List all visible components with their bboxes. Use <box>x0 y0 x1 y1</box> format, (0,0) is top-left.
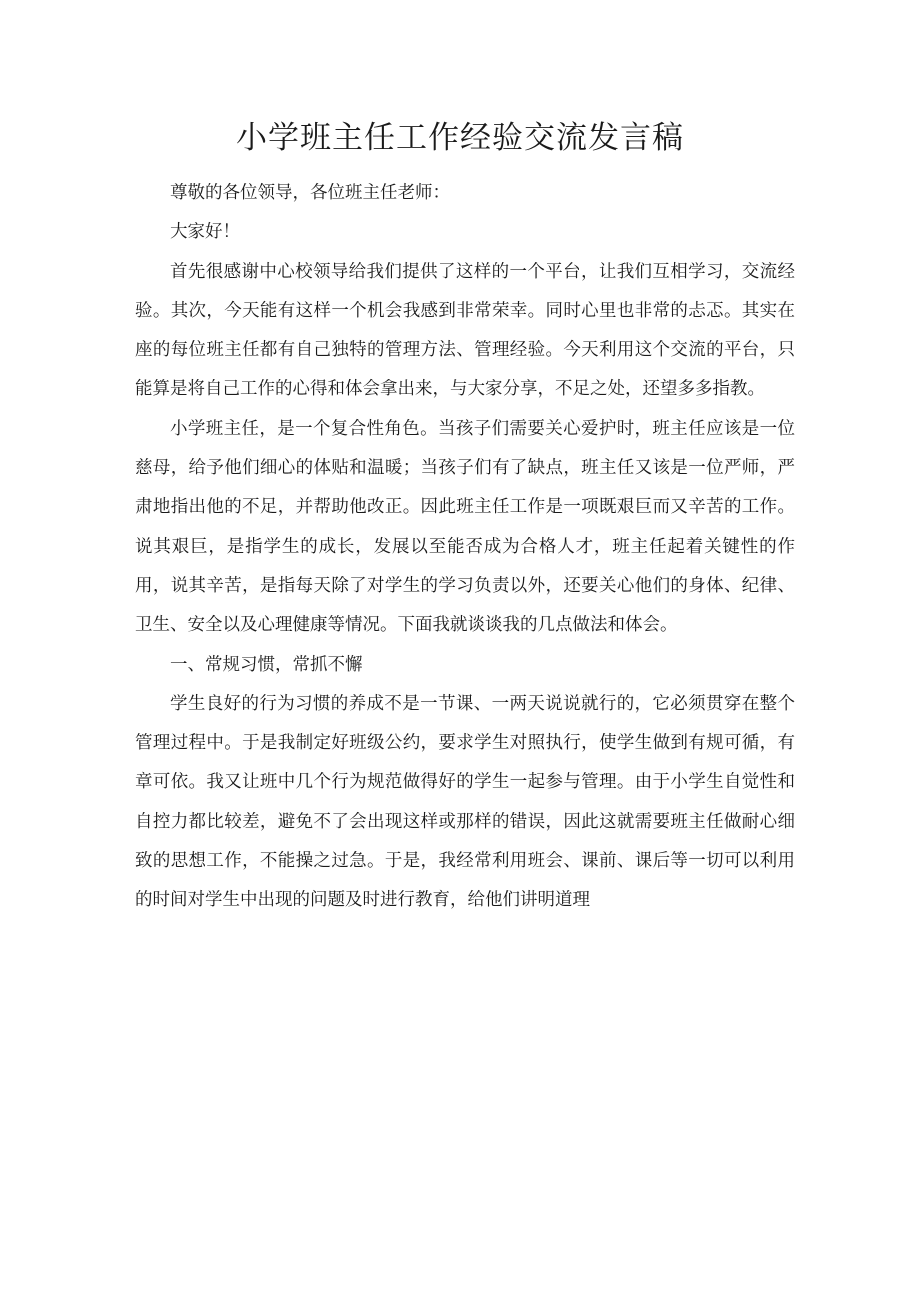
intro-paragraph: 首先很感谢中心校领导给我们提供了这样的一个平台，让我们互相学习，交流经验。其次，今天能有这样一个机会我感到非常荣幸。同时心里也非常的忐忑。其实在座的每位班主任都有自己独特的管理方法、管理经验。今天利用这个交流的平台，只能算是将自己工作的心得和体会拿出来，与大家分享，不足之处，还望多多指教。 <box>135 261 795 400</box>
section-1-paragraph: 学生良好的行为习惯的养成不是一节课、一两天说说就行的，它必须贯穿在整个管理过程中。于是我制定好班级公约，要求学生对照执行，使学生做到有规可循，有章可依。我又让班中几个行为规范做得好的学生一起参与管理。由于小学生自觉性和自控力都比较差，避免不了会出现这样或那样的错误，因此这就需要班主任做耐心细致的思想工作，不能操之过急。于是，我经常利用班会、课前、课后等一切可以利用的时间对学生中出现的问题及时进行教育，给他们讲明道理 <box>135 693 795 911</box>
document-body <box>135 174 795 921</box>
section-heading-1: 一、常规习惯，常抓不懈 <box>170 654 363 675</box>
salutation-paragraph: 尊敬的各位领导，各位班主任老师： <box>170 183 450 203</box>
greeting-paragraph: 大家好！ <box>170 222 240 243</box>
document-title: 小学班主任工作经验交流发言稿 <box>236 120 684 156</box>
role-paragraph: 小学班主任，是一个复合性角色。当孩子们需要关心爱护时，班主任应该是一位慈母，给予他们细心的体贴和温暖；当孩子们有了缺点，班主任又该是一位严师，严肃地指出他的不足，并帮助他改正。因此班主任工作是一项既艰巨而又辛苦的工作。说其艰巨，是指学生的成长，发展以至能否成为合格人才，班主任起着关键性的作用，说其辛苦，是指每天除了对学生的学习负责以外，还要关心他们的身体、纪律、卫生、安全以及心理健康等情况。下面我就谈谈我的几点做法和体会。 <box>135 418 795 636</box>
